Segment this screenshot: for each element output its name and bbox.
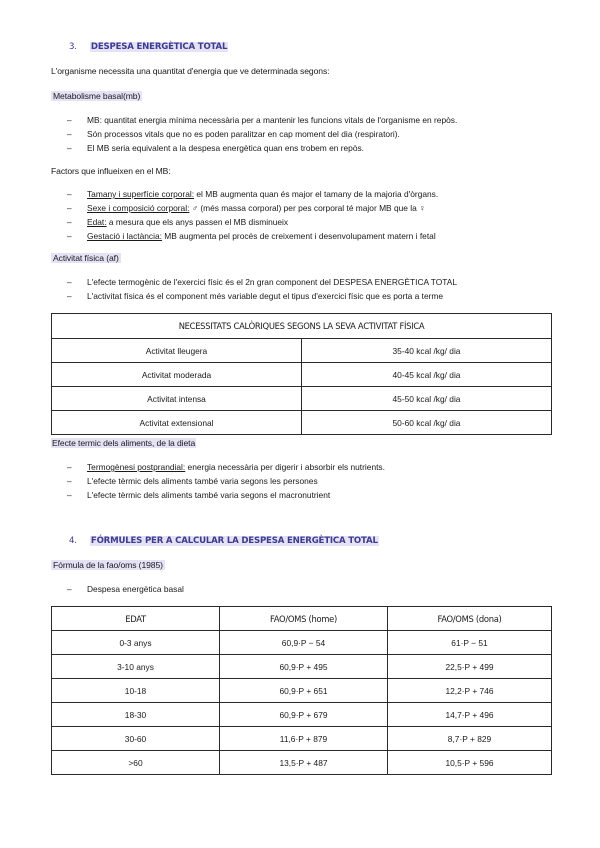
af-heading-label: Activitat física (af) (53, 253, 119, 263)
table-row: >60 13,5·P + 487 10,5·P + 596 (52, 751, 552, 775)
af-heading (51, 253, 121, 263)
section-3-title: DESPESA ENERGÈTICA TOTAL (90, 42, 228, 52)
table-row: Activitat moderada 40-45 kcal /kg/ dia (52, 363, 552, 387)
table-row: 10-18 60,9·P + 651 12,2·P + 746 (52, 679, 552, 703)
section-3-heading (69, 42, 228, 52)
formula-heading-label: Fórmula de la fao/oms (1985) (53, 560, 163, 570)
table-header: EDAT (52, 607, 220, 631)
section-4-title: FÓRMULES PER A CALCULAR LA DESPESA ENERGÈTICA TOTAL (90, 536, 378, 546)
section-4-heading (69, 536, 379, 546)
thermic-heading (51, 438, 196, 448)
formula-heading (51, 560, 165, 570)
intro-text: L'organisme necessita una quantitat d'energia que ve determinada segons: (51, 66, 330, 76)
caloric-needs-table (51, 313, 552, 435)
table-header: FAO/OMS (dona) (388, 607, 552, 631)
table-row: Activitat intensa 45-50 kcal /kg/ dia (52, 387, 552, 411)
mb-heading-label: Metabolisme basal(mb) (53, 91, 141, 101)
table-header: FAO/OMS (home) (220, 607, 388, 631)
table-row: 18-30 60,9·P + 679 14,7·P + 496 (52, 703, 552, 727)
fao-oms-table (51, 606, 552, 775)
table-header: NECESSITATS CALÒRIQUES SEGONS LA SEVA ACTIVITAT FÍSICA (52, 314, 552, 339)
factors-intro: Factors que influeixen en el MB: (51, 166, 171, 176)
thermic-heading-label: Efecte termic dels aliments, de la dieta (52, 438, 196, 448)
mb-heading (51, 91, 142, 101)
table-row: Activitat extensional 50-60 kcal /kg/ dia (52, 411, 552, 435)
table-row: 30-60 11,6·P + 879 8,7·P + 829 (52, 727, 552, 751)
section-4-number: 4. (69, 536, 77, 546)
document-page: 3. DESPESA ENERGÈTICA TOTAL L'organisme necessita una quantitat d'energia que ve determinada segons: Metabolisme basal(mb) – MB: quantitat energia mínima necessària per a mantenir les funcions vitals de l'organisme en repòs. – Són processos vitals que no es poden paralitzar en cap moment del dia (respiratori). – El MB seria equivalent a la despesa energètica quan ens trobem en repòs. Factors que influeixen en el MB: – Tamany i superfície corporal: el MB augmenta quan és major el tamany de la majoria d'òrgans. – Sexe i composició corporal: ♂ (més massa corporal) per pes corporal té major MB que la ♀ – Edat: a mesura que els anys passen el MB disminueix – Gestació i lactància: MB augmenta pel procés de creixement i desenvolupament matern i fetal Activitat física (af) – L'efecte termogènic de l'exercici físic és el 2n gran component del DESPESA ENERGÈTICA TOTAL – L'activitat física és el component més variable degut el tipus d'exercici físic que es porta a terme NECESSITATS CALÒRIQUES SEGONS LA SEVA ACTIVITAT FÍSICA Activitat lleugera 35-40 kcal /kg/ dia Activitat moderada 40-45 kcal /kg/ dia Activitat intensa 45-50 kcal /kg/ dia Activitat extensional 50-60 kcal /kg/ dia Efecte termic dels aliments, de la dieta – Termogènesi postprandial: energia necessària per digerir i absorbir els nutrients. – L'efecte tèrmic dels aliments també varia segons les persones – L'efecte tèrmic dels aliments també varia segons el macronutrient 4. FÓRMULES PER A CALCULAR LA DESPESA ENERGÈTICA TOTAL Fórmula de la fao/oms (1985) – Despesa energètica basal EDAT FAO/OMS (home) FAO/OMS (dona) 0-3 anys 60,9·P − 54 61·P − 51 3-10 anys 60,9·P + 495 22,5·P + 499 10-18 60,9·P + 651 12,2·P + 746 18-30 60,9·P + 679 14,7·P + 496 30-60 11,6·P + 879 8,7·P + 829 >60 13,5·P + 487 10,5·P + 596 (0, 0, 600, 848)
table-row: 0-3 anys 60,9·P − 54 61·P − 51 (52, 631, 552, 655)
table-row: Activitat lleugera 35-40 kcal /kg/ dia (52, 339, 552, 363)
section-3-number: 3. (69, 42, 77, 52)
table-row: 3-10 anys 60,9·P + 495 22,5·P + 499 (52, 655, 552, 679)
